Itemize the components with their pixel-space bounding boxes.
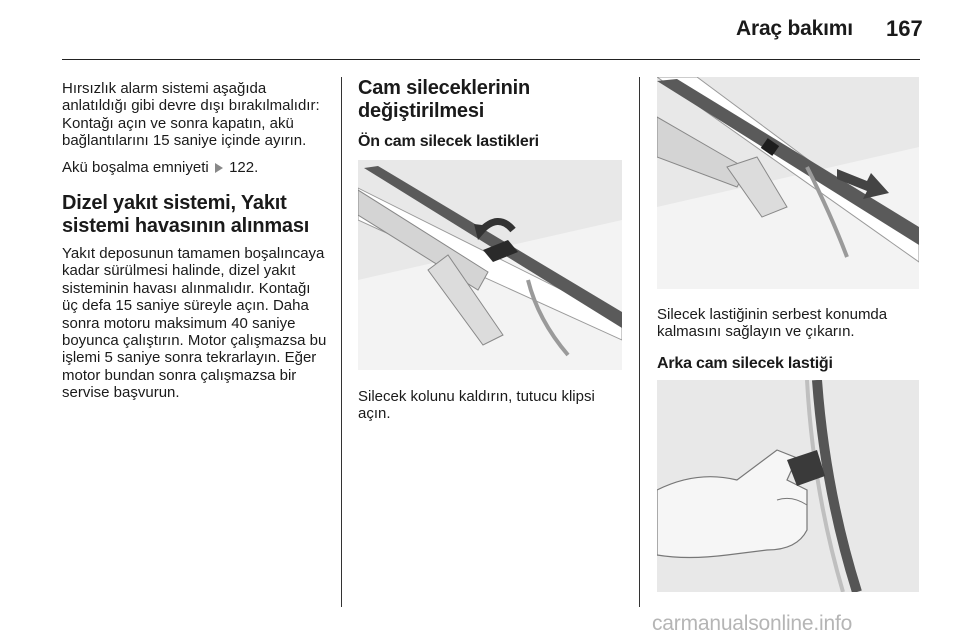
watermark: carmanualsonline.info xyxy=(652,612,853,635)
header-divider xyxy=(62,59,920,60)
wiper-blade-removal-figure xyxy=(657,77,919,289)
diesel-paragraph: Yakıt deposunun tamamen boşalıncaya kadar sürülmesi halinde, dizel yakıt sisteminin havası alınmalıdır. Kontağı üç defa 15 saniye süreyle açın. Daha sonra motoru maksimum 40 saniye boyunca çalıştırın. Motor çalışmazsa bu işlemi 5 saniye sonra tekrarlayın. Eğer motor bundan sonra çalışmazsa bir servise başvurun. xyxy=(62,245,327,402)
battery-protection-text: Akü boşalma emniyeti xyxy=(62,158,209,176)
right-column xyxy=(657,306,919,381)
running-header-title: Araç bakımı xyxy=(736,17,853,40)
front-wiper-figure xyxy=(358,160,622,370)
middle-column xyxy=(358,77,628,159)
battery-protection-paragraph xyxy=(62,159,330,176)
front-wiper-caption: Silecek kolunu kaldırın, tutucu klipsi açın. xyxy=(358,388,595,423)
rear-wiper-subheading: Arka cam silecek lastiği xyxy=(657,354,833,372)
page-number: 167 xyxy=(886,16,923,41)
column-divider-2 xyxy=(639,77,640,607)
alarm-paragraph: Hırsızlık alarm sistemi aşağıda anlatıldığı gibi devre dışı bırakılmalıdır: Kontağı açın ve sonra kapatın, akü bağlantılarını 15 saniye içinde ayırın. xyxy=(62,80,320,150)
front-wiper-caption-block xyxy=(358,388,624,432)
battery-protection-ref: 122. xyxy=(229,158,259,176)
rear-wiper-figure xyxy=(657,380,919,592)
front-wiper-subheading: Ön cam silecek lastikleri xyxy=(358,133,539,150)
wiper-removal-caption: Silecek lastiğinin serbest konumda kalmasını sağlayın ve çıkarın. xyxy=(657,306,888,341)
page-reference-icon xyxy=(215,163,223,173)
column-divider-1 xyxy=(341,77,342,607)
wiper-section-heading: Cam sileceklerinin değiştirilmesi xyxy=(358,77,531,122)
left-column xyxy=(62,80,330,411)
diesel-section-heading: Dizel yakıt sistemi, Yakıt sistemi havasının alınması xyxy=(62,192,310,237)
